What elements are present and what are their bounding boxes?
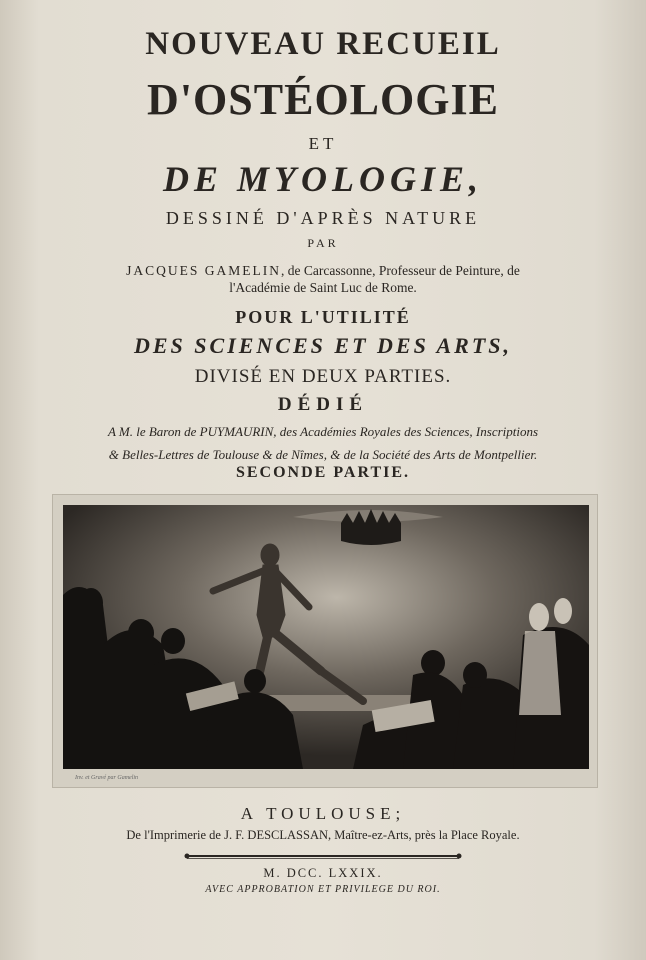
imprint-year: M. DCC. LXXIX. (263, 866, 383, 880)
plate-credit: Inv. et Gravé par Gamelin (75, 775, 139, 781)
purpose-sciences-arts: DES SCIENCES ET DES ARTS, (133, 333, 513, 358)
subtitle-par: PAR (307, 236, 339, 250)
dedication-line-2: & Belles-Lettres de Toulouse & de Nîmes, & de la Société des Arts de Montpellier. (108, 447, 538, 462)
dedication-text (0, 420, 646, 466)
part-label: SECONDE PARTIE. (235, 464, 411, 481)
imprint-printer: De l'Imprimerie de J. F. DESCLASSAN, Maître-ez-Arts, près la Place Royale. (126, 828, 520, 842)
author-line-1 (0, 262, 646, 279)
author-line-2: l'Académie de Saint Luc de Rome. (229, 280, 417, 295)
dedication-heading: DÉDIÉ (277, 394, 369, 415)
title-line-et: ET (308, 134, 338, 153)
engraving-illustration (63, 505, 589, 769)
imprint-city: A TOULOUSE; (240, 804, 406, 823)
title-line-myologie: DE MYOLOGIE, (162, 159, 483, 199)
title-line-nouveau-recueil: NOUVEAU RECUEIL (145, 26, 501, 62)
purpose-deux-parties: DIVISÉ EN DEUX PARTIES. (194, 366, 452, 387)
ornamental-rule (183, 852, 463, 860)
author-name: JACQUES GAMELIN (126, 263, 282, 278)
dedication-line-1: A M. le Baron de PUYMAURIN, des Académies Royales des Sciences, Inscriptions (107, 424, 539, 439)
subtitle-dessine: DESSINÉ D'APRÈS NATURE (165, 208, 481, 228)
author-origin: , de Carcassonne, Professeur de Peinture, de (281, 263, 520, 278)
title-line-osteologie: D'OSTÉOLOGIE (147, 75, 499, 124)
engraving-plate (52, 494, 598, 788)
purpose-utilite: POUR L'UTILITÉ (235, 307, 411, 327)
author-block (0, 262, 646, 296)
imprint-approval: AVEC APPROBATION ET PRIVILEGE DU ROI. (205, 884, 441, 895)
